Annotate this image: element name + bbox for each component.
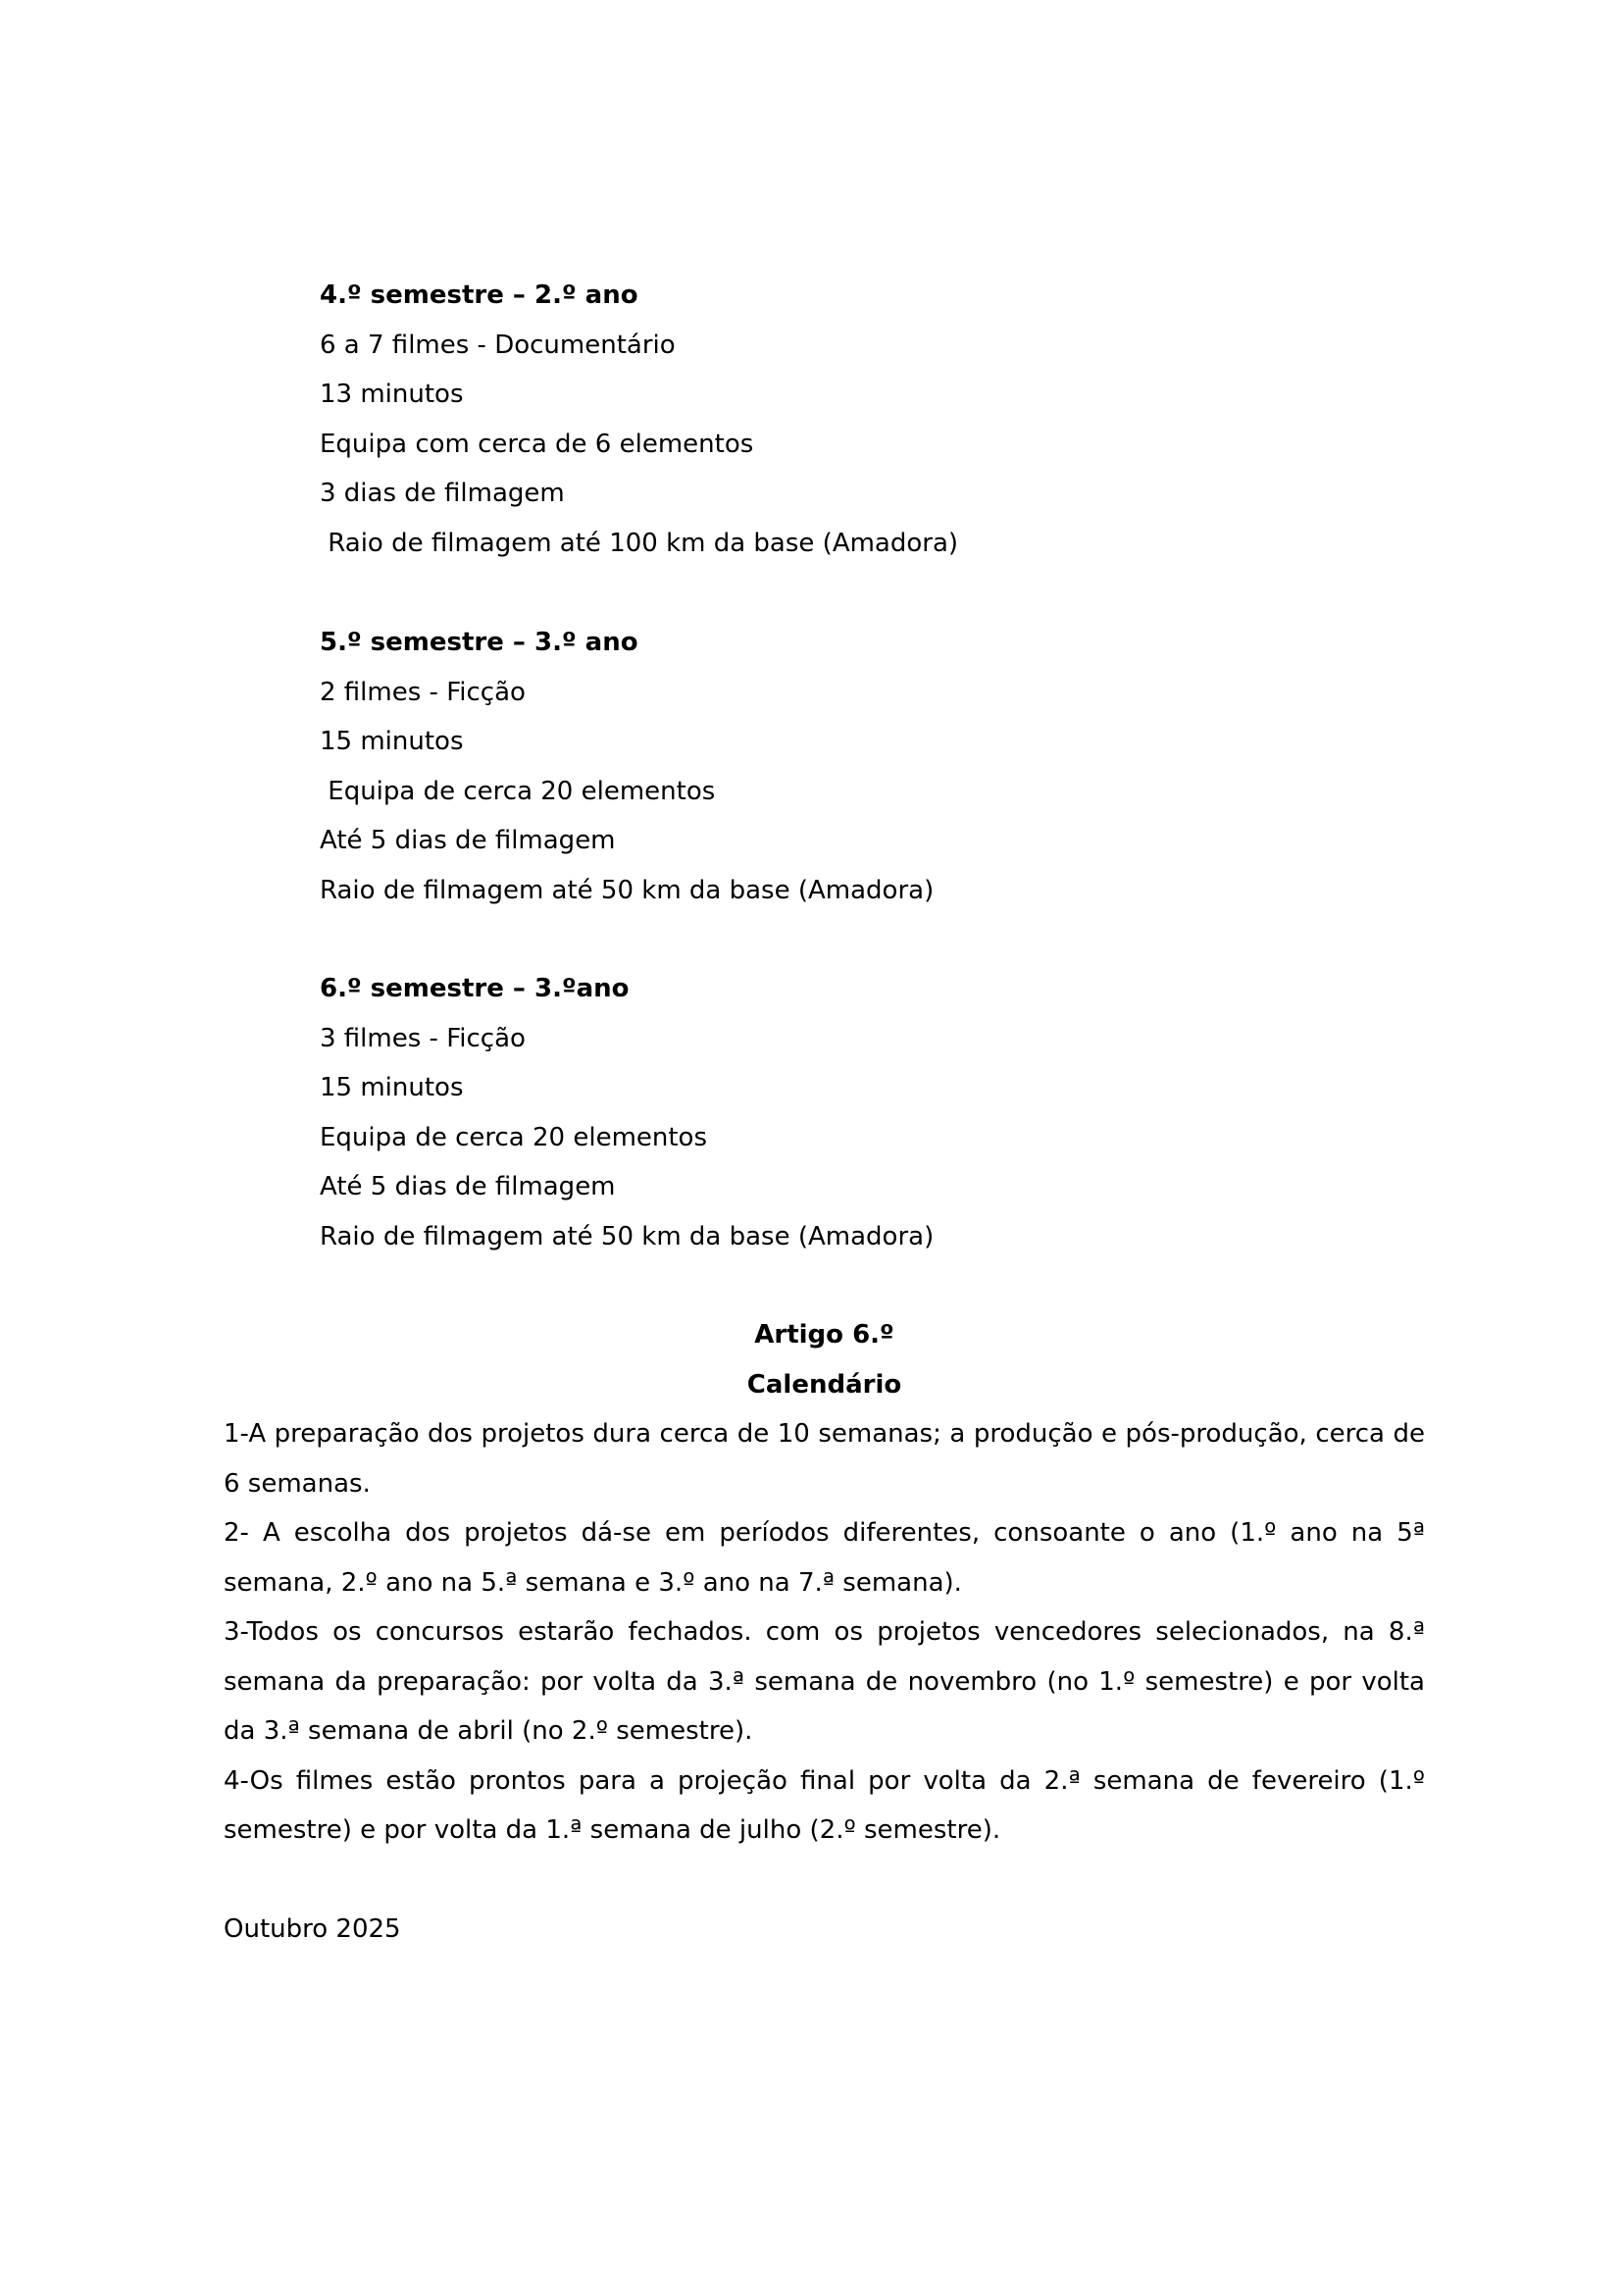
semester-line: 15 minutos <box>320 1073 464 1102</box>
semester-heading: 4.º semestre – 2.º ano <box>320 280 638 310</box>
semester-4-block <box>320 271 1300 568</box>
semester-6-block <box>320 964 1300 1261</box>
semester-line: Equipa de cerca 20 elementos <box>320 776 716 806</box>
semester-line: Raio de filmagem até 50 km da base (Amadora) <box>320 875 935 905</box>
semester-heading: 6.º semestre – 3.ºano <box>320 974 630 1003</box>
document-date: Outubro 2025 <box>224 1914 401 1944</box>
article-paragraph: 4-Os filmes estão prontos para a projeção final por volta da 2.ª semana de fevereiro (1.º semestre) e por volta da 1.ª semana de julho (2.º semestre). <box>224 1765 1425 1845</box>
semester-line: 3 dias de filmagem <box>320 479 565 508</box>
semester-5-block <box>320 618 1300 915</box>
semester-line: 2 filmes - Ficção <box>320 677 526 707</box>
article-paragraph: 3-Todos os concursos estarão fechados. com os projetos vencedores selecionados, na 8.ª semana da preparação: por volta da 3.ª semana de novembro (no 1.º semestre) e por volta da 3.ª semana de abril (no 2.º semestre). <box>224 1617 1425 1746</box>
semester-line: 3 filmes - Ficção <box>320 1023 526 1053</box>
semester-line: Até 5 dias de filmagem <box>320 826 616 855</box>
semester-line: Raio de filmagem até 100 km da base (Amadora) <box>320 528 959 558</box>
semester-line: 13 minutos <box>320 380 464 409</box>
article-number: Artigo 6.º <box>754 1320 894 1350</box>
semester-line: Raio de filmagem até 50 km da base (Amadora) <box>320 1221 935 1251</box>
article-title: Calendário <box>746 1369 902 1400</box>
article-paragraph: 1-A preparação dos projetos dura cerca de 10 semanas; a produção e pós-produção, cerca de 6 semanas. <box>224 1419 1425 1499</box>
semester-line: Equipa com cerca de 6 elementos <box>320 429 754 459</box>
article-paragraph: 2- A escolha dos projetos dá-se em períodos diferentes, consoante o ano (1.º ano na 5ª semana, 2.º ano na 5.ª semana e 3.º ano na 7.ª semana). <box>224 1518 1425 1598</box>
article-6 <box>224 1310 1425 1856</box>
semester-line: 6 a 7 filmes - Documentário <box>320 330 676 360</box>
semester-line: Equipa de cerca 20 elementos <box>320 1122 708 1152</box>
semester-heading: 5.º semestre – 3.º ano <box>320 628 638 657</box>
semester-line: 15 minutos <box>320 727 464 756</box>
semester-line: Até 5 dias de filmagem <box>320 1172 616 1201</box>
